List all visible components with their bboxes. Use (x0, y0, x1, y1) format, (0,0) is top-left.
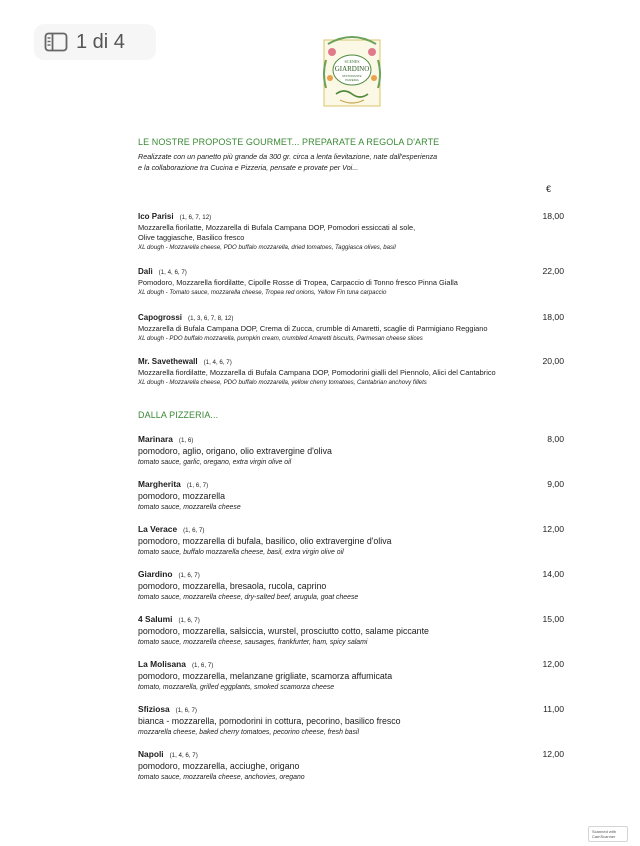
menu-item (138, 748, 564, 783)
item-name: La Verace (138, 524, 178, 534)
item-price: 15,00 (542, 614, 564, 624)
item-translation: tomato sauce, mozzarella cheese (138, 504, 241, 511)
item-price: 12,00 (542, 749, 564, 759)
item-price: 12,00 (542, 659, 564, 669)
item-allergens: (1, 4, 6, 7) (203, 359, 232, 366)
item-description: Mozzarella di Bufala Campana DOP, Crema di Zucca, crumble di Amaretti, scaglie di Parmigiano Reggiano (138, 324, 488, 333)
menu-item (138, 265, 564, 298)
item-translation: tomato sauce, garlic, oregano, extra virgin olive oil (138, 459, 292, 466)
item-name: Sfiziosa (138, 704, 170, 714)
item-price: 18,00 (542, 312, 564, 322)
item-name: Marinara (138, 434, 173, 444)
menu-item (138, 703, 564, 738)
item-description: Pomodoro, Mozzarella fiordilatte, Cipolle Rosse di Tropea, Carpaccio di Tonno fresco Pinna Gialla (138, 278, 458, 287)
pizzeria-section-title: DALLA PIZZERIA... (138, 410, 219, 420)
item-price: 18,00 (542, 211, 564, 221)
item-translation: XL dough - Mozzarella cheese, PDO buffalo mozzarella, dried tomatoes, Taggiasca olives, basil (138, 244, 396, 251)
item-translation: tomato sauce, mozzarella cheese, dry-salted beef, arugula, goat cheese (138, 594, 359, 601)
item-price: 9,00 (547, 479, 564, 489)
page-indicator-label: 1 di 4 (76, 30, 125, 53)
item-name: Dalì (138, 267, 153, 276)
item-name: Giardino (138, 569, 173, 579)
restaurant-logo (318, 30, 386, 112)
item-allergens: (1, 6, 7) (191, 662, 214, 669)
item-allergens: (1, 4, 6, 7) (158, 269, 187, 276)
sidebar-toggle-icon (44, 32, 68, 52)
item-translation: XL dough - Mozzarella cheese, PDO buffalo mozzarella, yellow cherry tomatoes, Cantabrian anchovy fillets (138, 379, 427, 386)
menu-item (138, 523, 564, 558)
item-price: 11,00 (543, 704, 564, 714)
item-description: pomodoro, mozzarella, melanzane grigliate, scamorza affumicata (138, 671, 393, 681)
page-indicator[interactable] (34, 24, 156, 60)
currency-symbol: € (546, 184, 552, 194)
item-name: Margherita (138, 479, 181, 489)
item-allergens: (1, 6, 7) (186, 482, 209, 489)
item-translation: tomato sauce, buffalo mozzarella cheese, basil, extra virgin olive oil (138, 549, 344, 556)
item-description: Olive taggiasche, Basilico fresco (138, 233, 245, 242)
item-allergens: (1, 6) (178, 437, 194, 444)
menu-item (138, 311, 564, 344)
item-description: Mozzarella fiorilatte, Mozzarella di Bufala Campana DOP, Pomodori essiccati al sole, (138, 223, 416, 232)
item-price: 20,00 (542, 356, 564, 366)
gourmet-intro: Realizzate con un panetto più grande da 300 gr. circa a lenta lievitazione, nate dall'esperienza e la collaborazione tra Cucina e Pizzeria, pensate e provate per Voi... (138, 152, 438, 172)
item-description: bianca - mozzarella, pomodorini in cottura, pecorino, basilico fresco (138, 716, 401, 726)
item-allergens: (1, 6, 7) (183, 527, 205, 534)
item-translation: tomato sauce, mozzarella cheese, sausages, frankfurter, ham, spicy salami (138, 639, 368, 646)
item-allergens: (1, 4, 6, 7) (169, 752, 198, 759)
item-translation: XL dough - PDO buffalo mozzarella, pumpkin cream, crumbled Amaretti biscuits, Parmesan cheese slices (138, 335, 423, 342)
menu-item (138, 568, 564, 603)
item-description: pomodoro, aglio, origano, olio extravergine d'oliva (138, 446, 332, 456)
item-name: La Molisana (138, 659, 186, 669)
menu-item (138, 658, 564, 693)
item-description: pomodoro, mozzarella, salsiccia, wurstel, prosciutto cotto, salame piccante (138, 626, 429, 636)
item-name: Ico Parisi (138, 212, 174, 221)
item-description: pomodoro, mozzarella, acciughe, origano (138, 761, 300, 771)
menu-item (138, 210, 564, 253)
item-translation: tomato sauce, mozzarella cheese, anchovies, oregano (138, 774, 305, 781)
menu-item (138, 433, 564, 468)
item-name: Napoli (138, 749, 164, 759)
item-description: Mozzarella fiordilatte, Mozzarella di Bufala Campana DOP, Pomodorini gialli del Piennolo, Alici del Cantabrico (138, 368, 496, 377)
item-translation: XL dough - Tomato sauce, mozzarella cheese, Tropea red onions, Yellow Fin tuna carpaccio (138, 289, 387, 296)
item-price: 12,00 (542, 524, 564, 534)
svg-text:PIZZERIA: PIZZERIA (345, 78, 359, 82)
item-allergens: (1, 3, 6, 7, 8, 12) (188, 315, 234, 322)
gourmet-section-title: LE NOSTRE PROPOSTE GOURMET... PREPARATE A REGOLA D'ARTE (138, 137, 440, 147)
item-description: pomodoro, mozzarella di bufala, basilico, olio extravergine d'oliva (138, 536, 392, 546)
item-price: 14,00 (542, 569, 564, 579)
item-allergens: (1, 6, 7) (178, 617, 200, 624)
svg-text:SCENES: SCENES (344, 59, 360, 64)
item-description: pomodoro, mozzarella, bresaola, rucola, caprino (138, 581, 327, 591)
item-description: pomodoro, mozzarella (138, 491, 226, 501)
menu-item (138, 355, 564, 388)
item-allergens: (1, 6, 7, 12) (179, 214, 212, 221)
item-name: 4 Salumi (138, 614, 173, 624)
item-translation: tomato, mozzarella, grilled eggplants, smoked scamorza cheese (138, 684, 335, 691)
svg-text:GIARDINO: GIARDINO (334, 65, 370, 73)
item-price: 8,00 (547, 434, 564, 444)
item-translation: mozzarella cheese, baked cherry tomatoes, pecorino cheese, fresh basil (138, 729, 359, 736)
scanner-badge: Scanned with CamScanner (588, 826, 628, 842)
item-allergens: (1, 6, 7) (178, 572, 200, 579)
svg-text:RISTORANTE: RISTORANTE (342, 74, 362, 78)
menu-item (138, 478, 564, 513)
item-price: 22,00 (542, 266, 564, 276)
item-name: Mr. Savethewall (138, 357, 198, 366)
item-allergens: (1, 6, 7) (175, 707, 197, 714)
item-name: Capogrossi (138, 313, 183, 322)
menu-item (138, 613, 564, 648)
